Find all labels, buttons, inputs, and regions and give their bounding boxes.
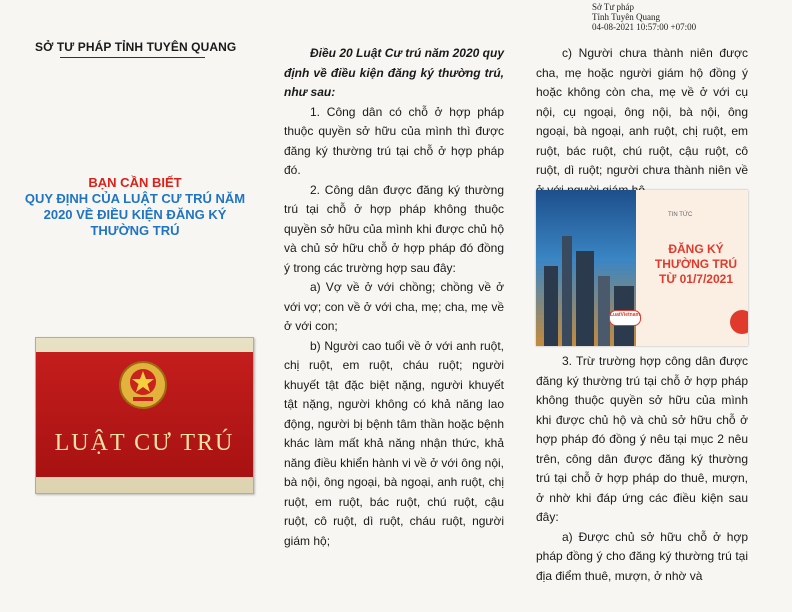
stamp-line-2: Tỉnh Tuyên Quang [592, 12, 661, 22]
paragraph-3: 3. Trừ trường hợp công dân được đăng ký thường trú tại chỗ ở hợp pháp không thuộc quyền sở hữu của mình khi được chủ hộ và chủ sở hữu chỗ ở hợp pháp đó đồng ý nêu tại mục 2 nêu trên, công dân được đăng ký thường trú tại chỗ ở hợp pháp do thuê, mượn, ở nhờ khi đáp ứng các điều kiện sau đây: [536, 354, 748, 524]
paragraph-2c-block [536, 44, 748, 200]
paragraph-3a: a) Được chủ sở hữu chỗ ở hợp pháp đồng ý cho đăng ký thường trú tại địa điểm thuê, mượn, ở nhờ và [536, 529, 748, 583]
stamp-line-1: Sở Tư pháp [592, 2, 634, 12]
banner-text: ĐĂNG KÝ THƯỜNG TRÚ TỪ 01/7/2021 [654, 242, 738, 286]
article-title: Điều 20 Luật Cư trú năm 2020 quy định về điều kiện đăng ký thường trú, như sau: [284, 46, 504, 99]
building-shape [598, 276, 610, 346]
law-book-cover-image [35, 337, 254, 494]
front-panel [0, 0, 260, 612]
building-shape [576, 251, 594, 346]
article-20-text [284, 44, 504, 551]
book-title: LUẬT CƯ TRÚ [54, 430, 235, 456]
title-main: QUY ĐỊNH CỦA LUẬT CƯ TRÚ NĂM 2020 VỀ ĐIỀU KIỆN ĐĂNG KÝ THƯỜNG TRÚ [24, 191, 246, 238]
paragraph-2a: a) Vợ về ở với chồng; chồng về ở với vợ; con về ở với cha, mẹ; cha, mẹ về ở với con; [284, 280, 504, 333]
paragraph-1: 1. Công dân có chỗ ở hợp pháp thuộc quyền sở hữu của mình thì được đăng ký thường trú tại chỗ ở hợp pháp đó. [284, 104, 504, 177]
decorative-circle [730, 310, 748, 334]
building-shape [544, 266, 558, 346]
digital-signature-stamp [592, 2, 696, 32]
paragraph-2c: c) Người chưa thành niên được cha, mẹ hoặc người giám hộ đồng ý hoặc không còn cha, mẹ về ở với cụ nội, cụ ngoại, ông nội, bà nội, ông ngoại, bà ngoại, anh ruột, chị ruột, em ruột, bác ruột, chú ruột, cậu ruột, cô ruột, dì ruột; người chưa thành niên về [536, 46, 748, 177]
registration-banner-image [536, 190, 748, 346]
stamp-line-3: 04-08-2021 10:57:00 +07:00 [592, 22, 697, 32]
logo-text: LuatVietnam [610, 312, 640, 318]
paragraph-3-block [536, 352, 748, 586]
banner-small-label: TIN TỨC [668, 212, 693, 218]
heading-underline [60, 57, 205, 58]
title-kicker: BẠN CẦN BIẾT [88, 175, 182, 190]
paragraph-2b: b) Người cao tuổi về ở với anh ruột, chị ruột, em ruột, cháu ruột; người khuyết tật đặc biệt nặng, người khuyết tật nặng, người không có khả năng lao động, người bị bệnh tâm thần hoặc bệnh khác làm mất khả năng nhận thức, khả năng điều khiển hành vi về ở với ông nội, bà nội, ông ngoại, bà ngoại, anh ruột, chị ruột, em ruột, bác ruột, chú ruột, cậu ruột, cô ruột, dì ruột, cháu ruột, người giám hộ; [284, 338, 504, 548]
brochure-title [20, 175, 250, 239]
paragraph-2: 2. Công dân được đăng ký thường trú tại chỗ ở hợp pháp không thuộc quyền sở hữu của mình khi được chủ hộ và chủ sở hữu chỗ ở hợp pháp đó đồng ý trong các trường hợp sau đây: [284, 182, 504, 275]
building-shape [562, 236, 572, 346]
national-emblem-icon [118, 360, 168, 410]
organization-heading: SỞ TƯ PHÁP TỈNH TUYÊN QUANG [35, 40, 237, 54]
